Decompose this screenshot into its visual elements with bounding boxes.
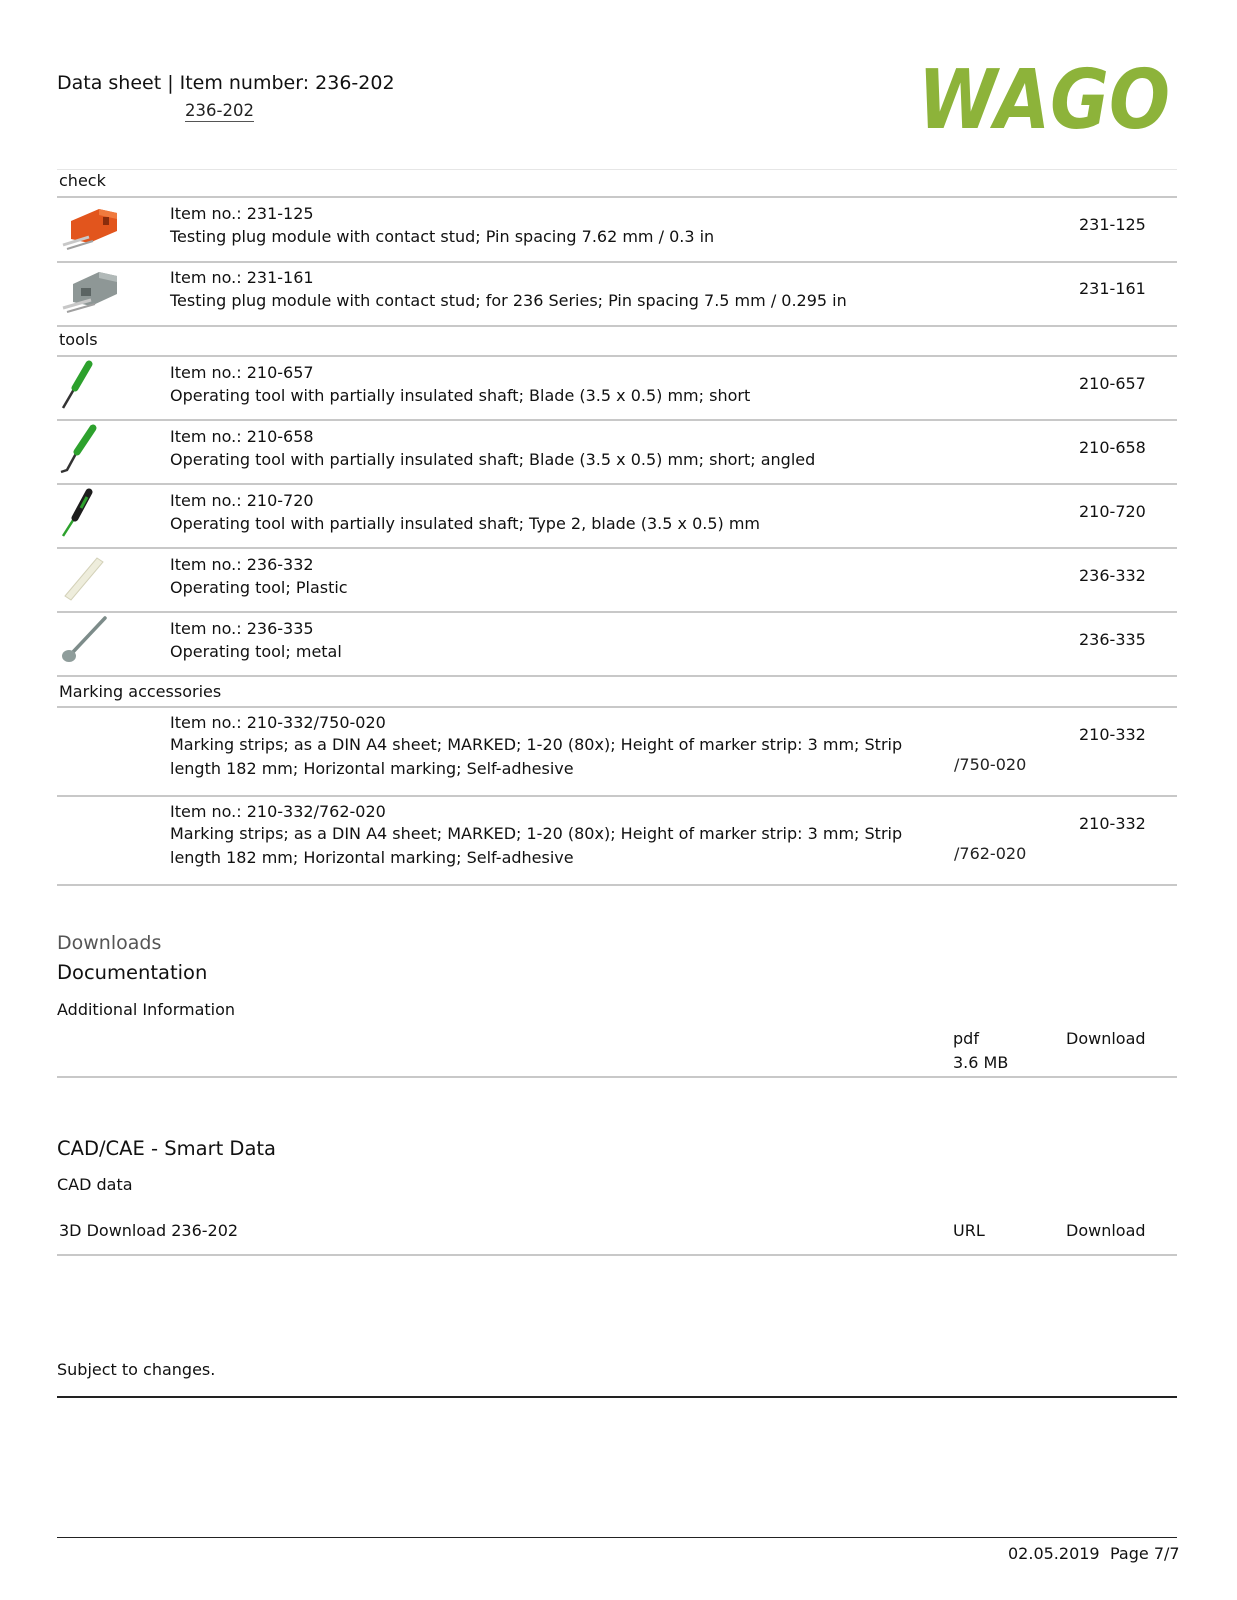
footer-bottom-divider: [57, 1537, 1177, 1538]
item-description: Operating tool with partially insulated shaft; Blade (3.5 x 0.5) mm; short; angled: [170, 450, 816, 469]
section-label-check: check: [59, 171, 106, 190]
footer-note: Subject to changes.: [57, 1360, 216, 1379]
page-title: [57, 72, 395, 94]
list-item: [57, 262, 1177, 326]
green-screwdriver-icon: [59, 360, 121, 412]
cad-type: URL: [953, 1221, 985, 1240]
item-description: Operating tool; Plastic: [170, 578, 348, 597]
divider: [57, 675, 1177, 677]
plastic-tool-icon: [59, 552, 121, 604]
list-item: [57, 356, 1177, 420]
divider: [57, 1254, 1177, 1256]
grey-test-plug-icon: [59, 266, 121, 318]
documentation-download-link[interactable]: Download: [1066, 1029, 1146, 1048]
green-black-screwdriver-icon: [59, 488, 121, 540]
file-type: pdf: [953, 1029, 979, 1048]
section-label-marking: Marking accessories: [59, 682, 222, 701]
item-code-suffix: /750-020: [954, 755, 1027, 774]
item-number: Item no.: 231-161: [170, 268, 314, 287]
item-number: Item no.: 210-332/762-020: [170, 802, 386, 821]
item-code[interactable]: 236-335: [1079, 630, 1146, 649]
item-code[interactable]: 210-720: [1079, 502, 1146, 521]
page-number: Page 7/7: [1110, 1544, 1180, 1563]
list-item: [57, 612, 1177, 676]
list-item: [57, 548, 1177, 612]
item-code[interactable]: 231-161: [1079, 279, 1146, 298]
section-label-tools: tools: [59, 330, 98, 349]
footer-divider: [57, 1396, 1177, 1398]
cad-data-heading: CAD data: [57, 1175, 133, 1194]
item-description: Marking strips; as a DIN A4 sheet; MARKED; 1-20 (80x); Height of marker strip: 3 mm; Strip length 182 mm; Horizontal marking; Self-adhesive: [170, 824, 903, 867]
title-separator: |: [167, 72, 174, 94]
documentation-heading: Documentation: [57, 961, 208, 984]
item-number: Item no.: 210-332/750-020: [170, 713, 386, 732]
title-right: Item number: 236-202: [179, 72, 395, 94]
item-description: Operating tool with partially insulated shaft; Blade (3.5 x 0.5) mm; short: [170, 386, 751, 405]
list-item: [57, 707, 1177, 795]
footer-date: 02.05.2019: [1008, 1544, 1100, 1563]
logo-text: WAGO: [918, 53, 1170, 148]
item-code-suffix: /762-020: [954, 844, 1027, 863]
item-code[interactable]: 210-332: [1079, 814, 1146, 833]
item-number: Item no.: 236-335: [170, 619, 314, 638]
list-item: [57, 197, 1177, 261]
cad-download-link[interactable]: Download: [1066, 1221, 1146, 1240]
item-number: Item no.: 210-658: [170, 427, 314, 446]
additional-information-heading: Additional Information: [57, 1000, 236, 1019]
wago-logo: [918, 53, 1176, 148]
item-code[interactable]: 210-332: [1079, 725, 1146, 744]
item-number: Item no.: 236-332: [170, 555, 314, 574]
divider: [57, 1076, 1177, 1078]
item-code[interactable]: 210-657: [1079, 374, 1146, 393]
divider: [57, 325, 1177, 327]
cad-item-label: 3D Download 236-202: [59, 1221, 239, 1240]
list-item: [57, 796, 1177, 884]
header-divider: [57, 169, 1177, 170]
item-description: Operating tool; metal: [170, 642, 342, 661]
item-code[interactable]: 231-125: [1079, 215, 1146, 234]
item-number: Item no.: 210-720: [170, 491, 314, 510]
item-code[interactable]: 236-332: [1079, 566, 1146, 585]
item-description: Marking strips; as a DIN A4 sheet; MARKED; 1-20 (80x); Height of marker strip: 3 mm; Strip length 182 mm; Horizontal marking; Self-adhesive: [170, 735, 903, 778]
downloads-heading: Downloads: [57, 932, 162, 954]
item-code[interactable]: 210-658: [1079, 438, 1146, 457]
metal-tool-icon: [59, 614, 121, 666]
item-description: Testing plug module with contact stud; Pin spacing 7.62 mm / 0.3 in: [170, 227, 715, 246]
item-description: Testing plug module with contact stud; for 236 Series; Pin spacing 7.5 mm / 0.295 in: [170, 291, 847, 310]
orange-test-plug-icon: [59, 203, 121, 255]
item-description: Operating tool with partially insulated shaft; Type 2, blade (3.5 x 0.5) mm: [170, 514, 761, 533]
list-item: [57, 484, 1177, 548]
item-number-link[interactable]: 236-202: [185, 101, 254, 120]
green-angled-screwdriver-icon: [59, 424, 121, 476]
list-item: [57, 420, 1177, 484]
cad-heading: CAD/CAE - Smart Data: [57, 1137, 276, 1160]
item-number: Item no.: 231-125: [170, 204, 314, 223]
divider: [57, 884, 1177, 886]
title-left: Data sheet: [57, 72, 162, 94]
item-number: Item no.: 210-657: [170, 363, 314, 382]
file-size: 3.6 MB: [953, 1053, 1009, 1072]
